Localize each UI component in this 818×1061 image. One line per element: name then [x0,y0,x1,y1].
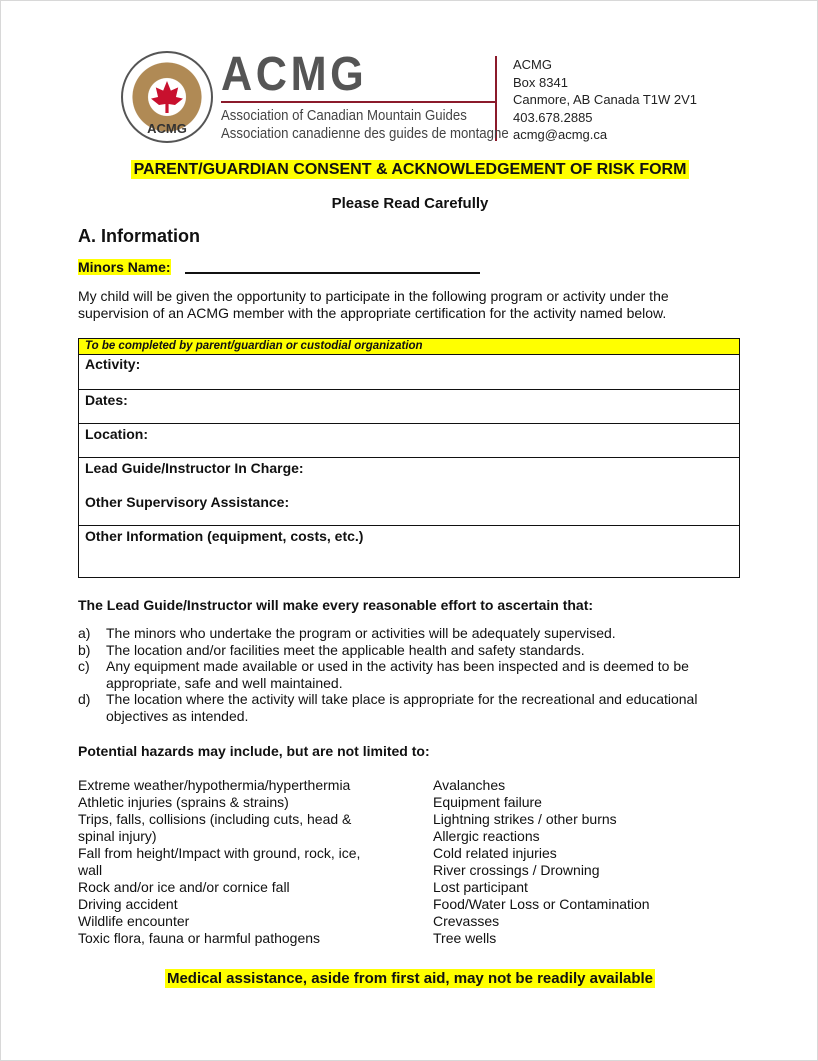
activity-table [78,338,740,578]
list-item [78,691,738,724]
list-item [78,625,738,642]
addr-line: Canmore, AB Canada T1W 2V1 [513,92,698,107]
divider [221,101,496,103]
hazards-right-column [433,777,733,947]
hazard-item: Athletic injuries (sprains & strains) [78,794,289,810]
hazard-item: Cold related injuries [433,845,557,861]
hazard-item: Trips, falls, collisions (including cuts, head & spinal injury) [78,811,352,844]
section-heading: A. Information [78,226,200,246]
item-text: The location where the activity will take place is appropriate for the recreational and educational objectives as intended. [106,691,698,724]
hazards-heading: Potential hazards may include, but are not limited to: [78,743,430,759]
subtitle: Please Read Carefully [331,195,489,212]
hazard-item: Food/Water Loss or Contamination [433,896,650,912]
list-item [78,642,738,659]
hazard-item: Wildlife encounter [78,913,190,929]
item-text: The location and/or facilities meet the applicable health and safety standards. [106,641,585,658]
seal-acronym: ACMG [147,121,187,136]
list-item [78,658,738,691]
hazard-item: Toxic flora, fauna or harmful pathogens [78,930,321,946]
hazard-item: Extreme weather/hypothermia/hyperthermia [78,777,351,793]
label-text: Minors Name: [78,259,171,275]
marker: b) [78,641,91,658]
other-info-field[interactable]: Other Information (equipment, costs, etc.) [79,526,740,578]
brand-name: ACMG [221,48,368,101]
activity-field[interactable]: Activity: [79,355,740,390]
hazard-item: Allergic reactions [433,828,540,844]
minors-name-field[interactable] [185,272,480,274]
item-text: Any equipment made available or used in the activity has been inspected and is deemed to be appropriate, safe and well maintained. [106,658,689,691]
title-text: PARENT/GUARDIAN CONSENT & ACKNOWLEDGEMENT OF RISK FORM [131,160,690,179]
medical-notice [1,970,818,987]
lead-guide-label: Lead Guide/Instructor In Charge: [85,460,304,476]
table-header: To be completed by parent/guardian or custodial organization [79,339,740,355]
addr-line: ACMG [513,57,552,72]
item-text: The minors who undertake the program or activities will be adequately supervised. [106,625,616,641]
hazard-item: Rock and/or ice and/or cornice fall [78,879,290,895]
hazard-item: Lost participant [433,879,528,895]
intro-paragraph: My child will be given the opportunity to participate in the following program or activity under the supervision of an ACMG member with the appropriate certification for the activity named below. [78,288,669,321]
hazard-item: River crossings / Drowning [433,862,600,878]
addr-line: Box 8341 [513,74,568,90]
hazard-item: Driving accident [78,896,178,912]
hazard-item: Lightning strikes / other burns [433,811,617,827]
address-block [513,56,697,144]
assoc-fr: Association canadienne des guides de montagne [221,125,509,142]
form-title [1,161,818,179]
hazards-left-column [78,777,378,947]
addr-phone: 403.678.2885 [513,109,593,125]
marker: a) [78,625,91,641]
minors-name-label [78,259,171,275]
effort-heading: The Lead Guide/Instructor will make every reasonable effort to ascertain that: [78,597,594,613]
hazard-item: Fall from height/Impact with ground, rock, ice, wall [78,845,361,878]
marker: d) [78,691,91,707]
other-supervisory-label: Other Supervisory Assistance: [85,494,290,510]
addr-email: acmg@acmg.ca [513,127,608,142]
dates-field[interactable]: Dates: [79,390,740,424]
hazard-item: Avalanches [433,777,506,793]
effort-list [78,625,738,724]
assoc-en: Association of Canadian Mountain Guides [221,107,467,124]
hazard-item: Crevasses [433,913,500,929]
hazard-item: Equipment failure [433,794,542,810]
marker: c) [78,658,90,674]
hazard-item: Tree wells [433,930,497,946]
association-name [221,107,509,143]
supervisors-field[interactable] [79,458,740,526]
notice-text: Medical assistance, aside from first aid, may not be readily available [166,970,654,987]
location-field[interactable]: Location: [79,424,740,458]
